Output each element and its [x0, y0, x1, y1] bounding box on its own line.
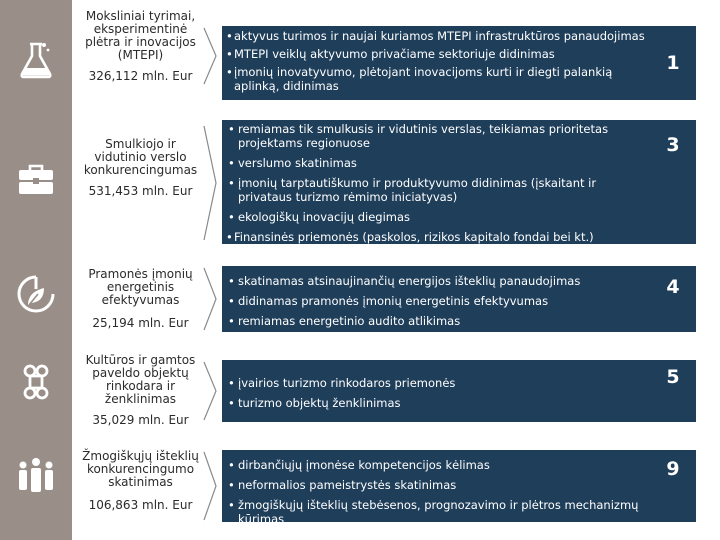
people-icon: [14, 452, 58, 496]
row-3-title: Pramonės įmonių energetinis efektyvumas: [88, 267, 193, 307]
row-5-number: 9: [666, 458, 680, 480]
row-3-number: 4: [666, 276, 680, 298]
row-2-number: 3: [666, 134, 680, 156]
briefcase-icon: [14, 158, 58, 202]
box-5: [222, 450, 696, 526]
bracket-4: [202, 360, 220, 422]
row-1-bullet-3: • įmonių inovatyvumo, plėtojant inovacijoms kurti ir diegti palankią aplinką, didinimas: [226, 65, 646, 93]
row-1-title-block: [78, 10, 203, 83]
row-1-title: Moksliniai tyrimai, eksperimentinė plėtra ir inovacijos (MTEPI): [85, 9, 196, 62]
row-2-amount: 531,453 mln. Eur: [88, 184, 193, 198]
flask-icon: [14, 38, 58, 82]
row-4-title-block: [78, 354, 203, 427]
sidebar: [0, 0, 72, 540]
command-icon: [14, 360, 58, 404]
row-1-number: 1: [666, 52, 680, 74]
box-2: [222, 120, 696, 244]
row-1-bullet-1: • aktyvus turimos ir naujai kuriamos MTEPI infrastruktūros panaudojimas: [226, 29, 646, 43]
row-2-number-badge: [654, 126, 692, 164]
row-3-number-badge: [654, 268, 692, 306]
row-3-amount: 25,194 mln. Eur: [92, 316, 189, 330]
row-2-bullet-2: • verslumo skatinimas: [226, 156, 646, 170]
row-1-bullet-2: • MTEPI veiklų aktyvumo privačiame sektoriuje didinimas: [226, 47, 646, 61]
row-2-title: Smulkiojo ir vidutinio verslo konkurencingumas: [83, 137, 198, 177]
row-4-title: Kultūros ir gamtos paveldo objektų rinkodara ir ženklinimas: [85, 353, 196, 406]
row-3-bullet-2: • didinamas pramonės įmonių energetinis efektyvumas: [226, 294, 646, 308]
row-3-bullet-3: • remiamas energetinio audito atlikimas: [226, 314, 646, 328]
bracket-1: [202, 26, 220, 86]
row-5-bullet-3: • žmogiškųjų išteklių stebėsenos, prognozavimo ir plėtros mechanizmų kūrimas: [226, 498, 686, 526]
row-5-number-badge: [654, 450, 692, 488]
row-2-title-block: [78, 138, 203, 198]
row-4-bullet-1: • įvairios turizmo rinkodaros priemonės: [226, 376, 646, 390]
row-4-number: 5: [666, 366, 680, 388]
box-3: [222, 266, 696, 332]
row-5-title-block: [78, 450, 203, 512]
row-5-amount: 106,863 mln. Eur: [88, 498, 193, 512]
row-4-amount: 35,029 mln. Eur: [92, 413, 189, 427]
bracket-5: [202, 450, 220, 522]
row-5-bullet-2: • neformalios pameistrystės skatinimas: [226, 478, 686, 492]
bracket-2: [202, 124, 220, 242]
row-4-number-badge: [654, 358, 692, 396]
box-4: [222, 360, 696, 422]
row-2-bullet-1: • remiamas tik smulkusis ir vidutinis verslas, teikiamas prioritetas projektams regionuose: [226, 122, 646, 150]
row-2-bullet-4: • ekologiškų inovacijų diegimas: [226, 210, 646, 224]
row-3-bullet-1: • skatinamas atsinaujinančių energijos išteklių panaudojimas: [226, 274, 646, 288]
row-1-number-badge: [654, 44, 692, 82]
row-1-amount: 326,112 mln. Eur: [88, 69, 193, 83]
eco-energy-icon: [14, 272, 58, 316]
row-2-bullet-5: • Finansinės priemonės (paskolos, rizikos kapitalo fondai bei kt.): [226, 230, 646, 244]
row-5-title: Žmogiškųjų išteklių konkurencingumo skatinimas: [82, 449, 199, 489]
bracket-3: [202, 266, 220, 332]
row-3-title-block: [78, 268, 203, 330]
box-1: [222, 26, 696, 100]
row-2-bullet-3: • įmonių tarptautiškumo ir produktyvumo didinimas (įskaitant ir privataus turizmo rėmimo iniciatyvas): [226, 176, 646, 204]
row-4-bullet-2: • turizmo objektų ženklinimas: [226, 396, 646, 410]
row-5-bullet-1: • dirbančiųjų įmonėse kompetencijos kėlimas: [226, 458, 686, 472]
